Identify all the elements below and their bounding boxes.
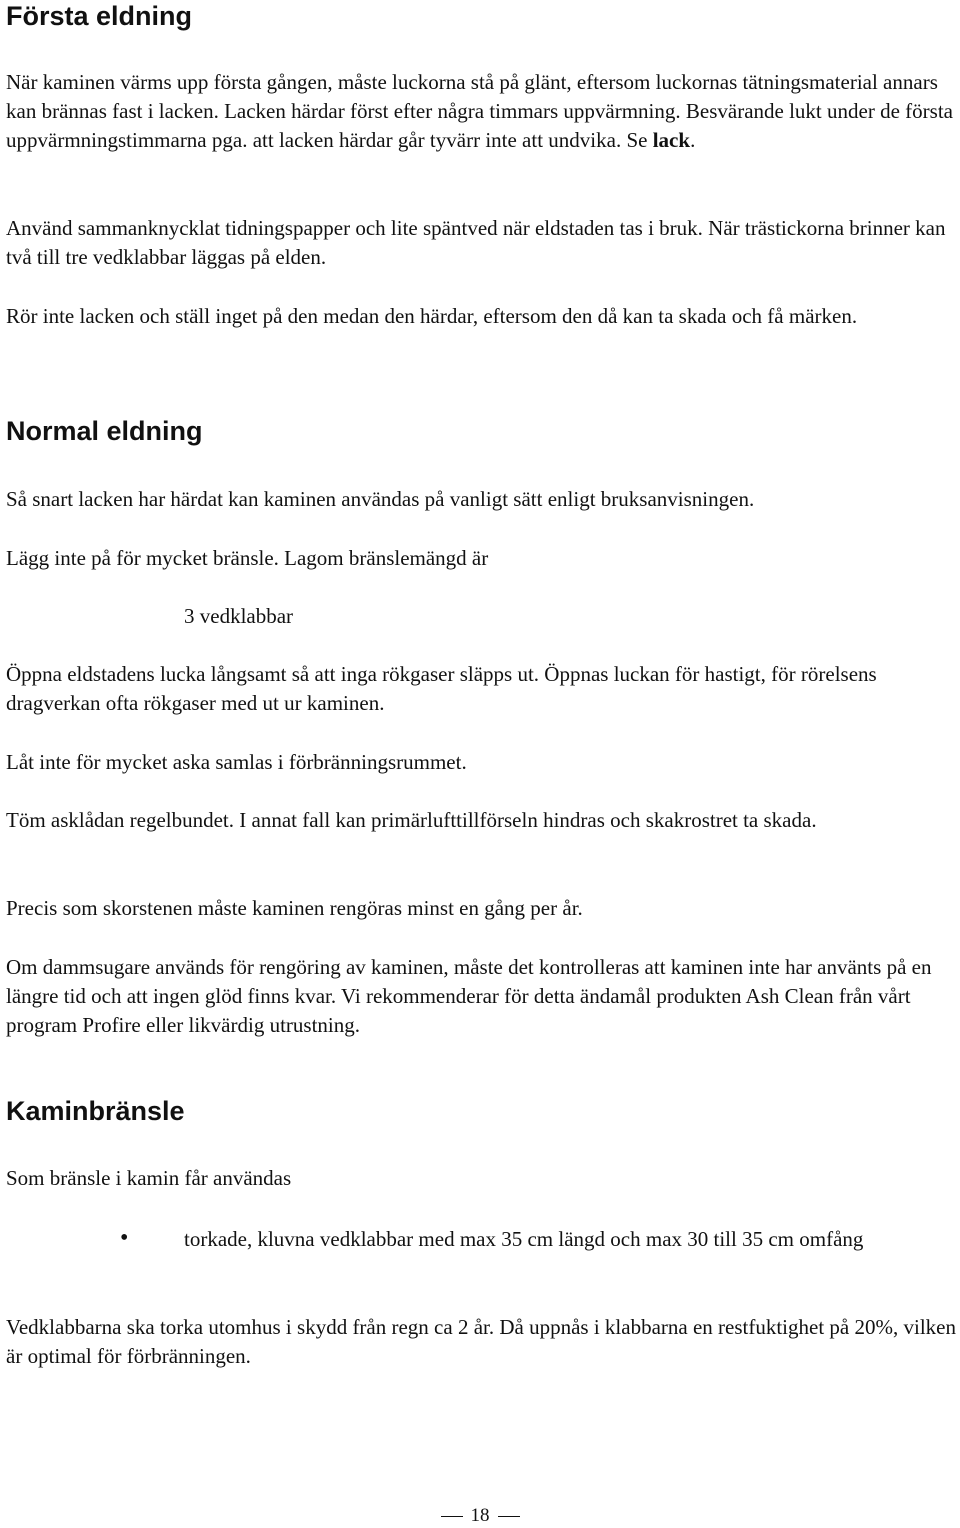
paragraph-drying: Vedklabbarna ska torka utomhus i skydd från regn ca 2 år. Då uppnås i klabbarna en restfuktighet på 20%, vilken är optimal för förbränningen. (6, 1315, 956, 1368)
list-item: torkade, kluvna vedklabbar med max 35 cm längd och max 30 till 35 cm omfång (184, 1227, 864, 1251)
paragraph-open-door: Öppna eldstadens lucka långsamt så att inga rökgaser släpps ut. Öppnas luckan för hastigt, för rörelsens dragverkan ofta rökgaser med ut ur kaminen. (6, 662, 877, 715)
heading-normal-eldning: Normal eldning (6, 416, 203, 446)
heading-forsta-eldning: Första eldning (6, 1, 193, 31)
paragraph-do-not-touch: Rör inte lacken och ställ inget på den medan den härdar, eftersom den då kan ta skada och få märken. (6, 304, 858, 328)
footer-dash-left (441, 1516, 463, 1517)
paragraph-kindling: Använd sammanknycklat tidningspapper och lite späntved när eldstaden tas i bruk. När trästickorna brinner kan två till tre vedklabbar läggas på elden. (6, 216, 946, 269)
paragraph-cleaning: Precis som skorstenen måste kaminen rengöras minst en gång per år. (6, 896, 583, 920)
footer-dash-right (498, 1516, 520, 1517)
paragraph-ash: Låt inte för mycket aska samlas i förbränningsrummet. (6, 750, 467, 774)
lack-reference: lack (652, 128, 691, 152)
page-number: 18 (470, 1505, 490, 1526)
paragraph-fuel-intro: Som bränsle i kamin får användas (6, 1166, 292, 1190)
paragraph-vacuum: Om dammsugare används för rengöring av kaminen, måste det kontrolleras att kaminen inte har använts på en längre tid och att ingen glöd finns kvar. Vi rekommenderar för detta ändamål produkten Ash Clean från vårt program Profire eller likvärdig utrustning. (6, 955, 932, 1037)
paragraph-first-heating-text: När kaminen värms upp första gången, måste luckorna stå på glänt, eftersom luckornas tätningsmaterial annars kan brännas fast i lacken. Lacken härdar först efter några timmars uppvärmning. Besvärande lukt under de första uppvärmningstimmarna pga. att lacken härdar går tyvärr inte att undvika. Se (6, 70, 953, 152)
paragraph-fuel-amount: Lägg inte på för mycket bränsle. Lagom bränslemängd är (6, 546, 489, 570)
page-footer (0, 1504, 960, 1528)
fuel-amount-value: 3 vedklabbar (184, 604, 294, 628)
paragraph-first-heating (6, 68, 956, 155)
paragraph-normal-use: Så snart lacken har härdat kan kaminen användas på vanligt sätt enligt bruksanvisningen. (6, 487, 755, 511)
paragraph-ash-drawer: Töm asklådan regelbundet. I annat fall kan primärlufttillförseln hindras och skakrostret ta skada. (6, 808, 817, 832)
paragraph-first-heating-end: . (690, 128, 696, 152)
heading-kaminbransle: Kaminbränsle (6, 1096, 185, 1126)
bullet-icon: • (120, 1225, 129, 1251)
